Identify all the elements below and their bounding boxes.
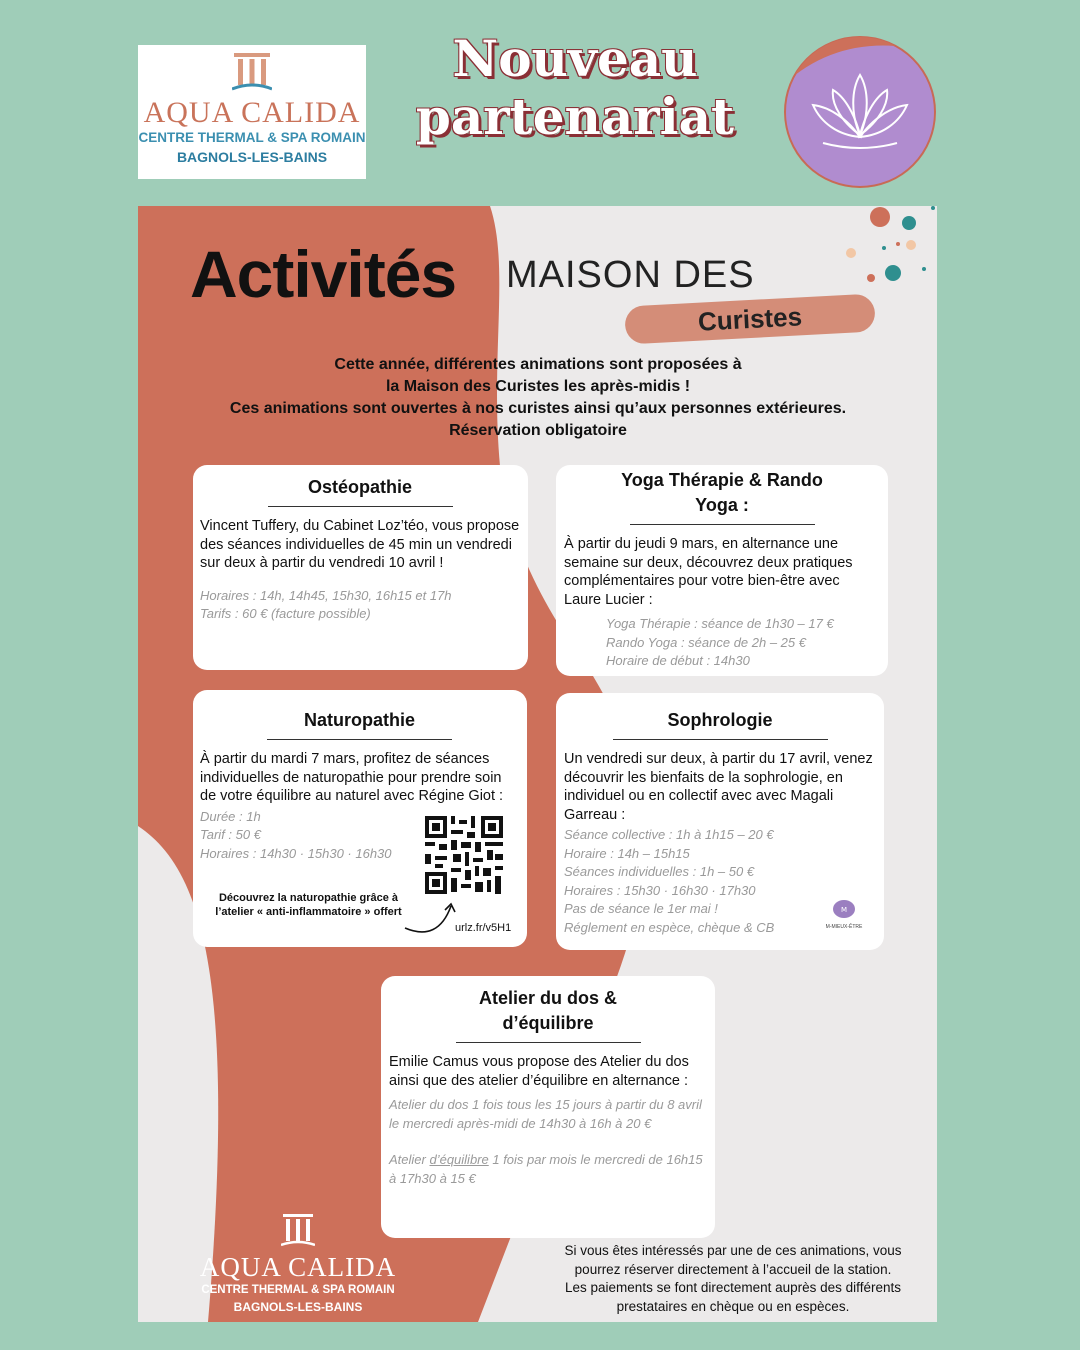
card-body: À partir du mardi 7 mars, profitez de séances individuelles de naturopathie pour prendre soin de votre équilibre au naturel avec Régine Giot :	[200, 751, 504, 804]
badge-text: M-MIEUX-ÊTRE	[825, 924, 863, 930]
card-title: Naturopathie	[303, 710, 415, 730]
detail-line: Horaires : 14h, 14h45, 15h30, 16h15 et 17h	[200, 587, 452, 603]
intro-line: Cette année, différentes animations sont proposées à	[334, 356, 742, 373]
title-underline	[268, 506, 453, 507]
footer-line: prestataires en chèque ou en espèces.	[616, 1298, 850, 1314]
detail-line: Horaire de début : 14h30	[606, 653, 750, 668]
detail-line: Horaires : 15h30 · 16h30 · 17h30	[564, 882, 756, 898]
card-body: Un vendredi sur deux, à partir du 17 avril, venez découvrir les bienfaits de la sophrologie, en individuel ou en collectif avec avec Magali Garreau :	[564, 751, 873, 823]
title-underline	[456, 1042, 641, 1043]
logo-city: BAGNOLS-LES-BAINS	[176, 149, 328, 165]
detail-line: Horaires : 14h30 · 15h30 · 16h30	[200, 845, 392, 861]
card-title-line2: d’équilibre	[502, 1013, 594, 1033]
intro-text	[178, 354, 898, 442]
title-underline	[630, 524, 815, 525]
detail-line: Horaire : 14h – 15h15	[564, 845, 690, 861]
title-underline	[267, 739, 452, 740]
footer-logo	[178, 1212, 418, 1315]
footer-logo-city: BAGNOLS-LES-BAINS	[233, 1300, 363, 1314]
card-detail-1: Atelier du dos 1 fois tous les 15 jours à partir du 8 avril le mercredi après-midi de 14h30 à 16h à 20 €	[389, 1097, 702, 1131]
headline-line2: partenariat	[415, 87, 735, 146]
detail-line: Durée : 1h	[200, 808, 261, 824]
detail-line: Réglement en espèce, chèque & CB	[564, 919, 775, 935]
footer-note	[538, 1242, 928, 1316]
card-title: Ostéopathie	[307, 477, 413, 497]
detail-rest: 1 fois par mois le mercredi de 16h15 à 17h30 à 15 €	[389, 1152, 703, 1186]
promo-line: l’atelier « anti-inflammatoire » offert	[215, 906, 402, 918]
poster-title-suffix: MAISON DES	[506, 254, 755, 296]
card-title-line1: Yoga Thérapie & Rando	[621, 470, 823, 490]
card-atelier-dos	[381, 976, 715, 1238]
card-naturopathie	[193, 690, 527, 947]
title-underline	[613, 739, 828, 740]
naturo-promo	[201, 891, 416, 919]
headline	[380, 30, 770, 146]
card-body: À partir du jeudi 9 mars, en alternance une semaine sur deux, découvrez deux pratiques complémentaires pour votre bien-être avec Laure Lucier :	[564, 536, 853, 608]
logo-brand: AQUA CALIDA	[143, 96, 361, 129]
detail-line: Yoga Thérapie : séance de 1h30 – 17 €	[606, 616, 834, 631]
logo-subtitle: CENTRE THERMAL & SPA ROMAIN	[138, 130, 366, 145]
card-body: Vincent Tuffery, du Cabinet Loz’téo, vous propose des séances individuelles de 45 min un vendredi sur deux à partir du vendredi 10 avril !	[200, 518, 520, 571]
card-details	[606, 615, 880, 671]
headline-line1: Nouveau	[452, 29, 698, 88]
poster-title-tag: Curistes	[697, 301, 803, 337]
footer-logo-subtitle: CENTRE THERMAL & SPA ROMAIN	[201, 1284, 395, 1296]
svg-text:M: M	[840, 906, 848, 914]
curved-arrow-icon	[403, 900, 458, 936]
temple-columns-icon	[232, 51, 272, 93]
detail-line: Séance collective : 1h à 1h15 – 20 €	[564, 827, 774, 842]
card-details	[200, 587, 520, 624]
card-sophrologie	[556, 693, 884, 950]
poster-title: Activités	[190, 237, 457, 311]
temple-columns-icon	[281, 1212, 315, 1248]
equilibre-link[interactable]: d’équilibre	[429, 1152, 489, 1167]
mieux-etre-badge	[820, 899, 868, 930]
detail-line: Rando Yoga : séance de 2h – 25 €	[606, 634, 806, 650]
intro-line: Réservation obligatoire	[449, 422, 627, 439]
footer-logo-brand: AQUA CALIDA	[199, 1252, 397, 1282]
footer-line: Les paiements se font directement auprès des différents	[565, 1280, 901, 1295]
detail-line: Pas de séance le 1er mai !	[564, 901, 718, 916]
card-title-line1: Atelier du dos &	[478, 988, 617, 1008]
intro-line: Ces animations sont ouvertes à nos curistes ainsi qu’aux personnes extérieures.	[229, 400, 847, 417]
detail-line: Tarif : 50 €	[200, 827, 261, 842]
promo-line: Découvrez la naturopathie grâce à	[218, 892, 399, 904]
mieux-etre-logo-icon	[832, 899, 856, 919]
activities-poster	[138, 206, 937, 1322]
intro-line: la Maison des Curistes les après-midis !	[385, 378, 691, 395]
card-title: Sophrologie	[667, 710, 773, 730]
detail-line: Tarifs : 60 € (facture possible)	[200, 606, 371, 621]
card-body: Emilie Camus vous propose des Atelier du dos ainsi que des atelier d’équilibre en alternance :	[389, 1054, 689, 1089]
footer-line: Si vous êtes intéressés par une de ces animations, vous	[564, 1243, 902, 1258]
card-yoga	[556, 465, 888, 676]
qr-code-icon[interactable]	[423, 814, 505, 896]
detail-line: Séances individuelles : 1h – 50 €	[564, 864, 755, 879]
card-detail-2	[389, 1151, 707, 1188]
lotus-badge-icon	[783, 35, 937, 189]
card-title-line2: Yoga :	[695, 495, 749, 515]
aqua-calida-logo	[138, 45, 366, 179]
qr-link[interactable]: urlz.fr/v5H1	[455, 922, 512, 934]
card-osteopathie	[193, 465, 528, 670]
footer-line: pourrez réserver directement à l’accueil de la station.	[574, 1261, 892, 1277]
detail-prefix: Atelier	[389, 1152, 430, 1167]
